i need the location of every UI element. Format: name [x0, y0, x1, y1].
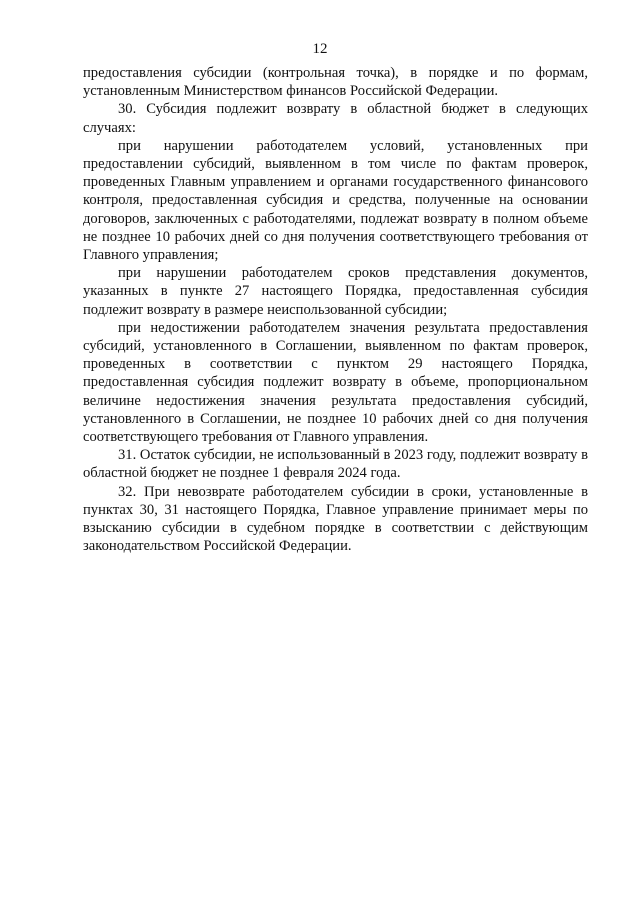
page-number: 12 [312, 41, 328, 57]
paragraph-continuation: предоставления субсидии (контрольная точка), в порядке и по формам, установленным Министерством финансов Российской Федерации. [83, 65, 588, 100]
paragraph-clause-30-case-1: при нарушении работодателем условий, установленных при предоставлении субсидий, выявленном в том числе по фактам проверок, проведенных Главным управлением и органами государственного финансового контроля, предоставленная субсидия и средства, полученные на основании договоров, заключенных с работодателями, подлежат возврату в полном объеме не позднее 10 рабочих дней со дня получения соответствующего требования от Главного управления; [83, 137, 588, 264]
paragraph-clause-32: 32. При невозврате работодателем субсидии в сроки, установленные в пунктах 30, 31 настоящего Порядка, Главное управление принимает меры по взысканию субсидии в судебном порядке в соответствии с действующим законодательством Российской Федерации. [83, 483, 588, 555]
paragraph-clause-31: 31. Остаток субсидии, не использованный в 2023 году, подлежит возврату в областной бюджет не позднее 1 февраля 2024 года. [83, 447, 588, 482]
document-body [83, 64, 588, 555]
paragraph-clause-30-case-2: при нарушении работодателем сроков представления документов, указанных в пункте 27 настоящего Порядка, предоставленная субсидия подлежит возврату в размере неиспользованной субсидии; [83, 265, 588, 318]
paragraph-clause-30-case-3: при недостижении работодателем значения результата предоставления субсидий, установленного в Соглашении, выявленном по фактам проверок, проведенных в соответствии с пунктом 29 настоящего Порядка, предоставленная субсидия подлежит возврату в объеме, пропорциональном величине недостижения значения результата предоставления субсидий, установленного в Соглашении, не позднее 10 рабочих дней со дня получения соответствующего требования от Главного управления. [83, 319, 588, 446]
paragraph-clause-30: 30. Субсидия подлежит возврату в областной бюджет в следующих случаях: [83, 101, 588, 136]
